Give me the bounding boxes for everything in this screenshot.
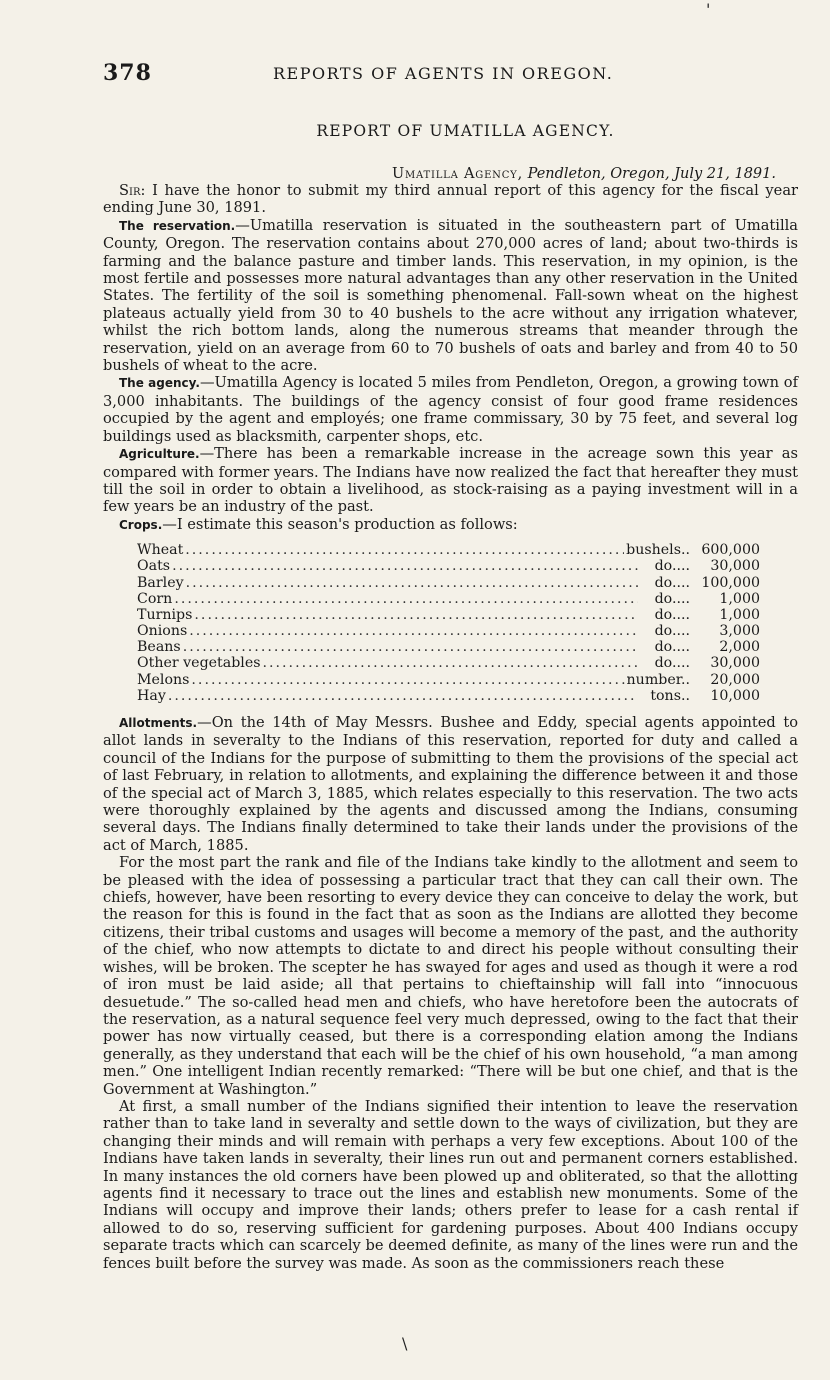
salutation-paragraph <box>103 182 798 217</box>
crop-unit: do.... <box>654 590 690 607</box>
crop-quantity: 1,000 <box>719 590 760 607</box>
crop-name: Turnips <box>137 606 193 623</box>
reservation-text: —Umatilla reservation is situated in the southeastern part of Umatilla County, Oregon. The reservation contains about 270,000 acres of land; about two-thirds is farming and the balance pasture and timber lands. This reservation, in my opinion, is the most fertile and possesses more natural advantages than any other reservation in the United States. The fertility of the soil is something phenomenal. Fall-sown wheat on the highest plateaus actually yield from 30 to 40 bushels to the acre without any irrigation whatever, whilst the rich bottom lands, along the numerous streams that meander through the reservation, yield on an average from 60 to 70 bushels of oats and barley and from 40 to 50 bushels of wheat to the acre. <box>103 216 798 375</box>
crop-unit: do.... <box>654 606 690 623</box>
report-title: REPORT OF UMATILLA AGENCY. <box>316 122 615 140</box>
crops-table <box>137 542 760 704</box>
crop-row <box>137 542 760 558</box>
crops-text: —I estimate this season's production as follows: <box>162 515 518 533</box>
crop-quantity: 100,000 <box>701 574 760 591</box>
dateline <box>103 166 798 182</box>
allotments-text: —On the 14th of May Messrs. Bushee and Eddy, special agents appointed to allot lands in severalty to the Indians of this reservation, reported for duty and called a council of the Indians for the purpose of submitting to them the provisions of the special act of last February, in relation to allotments, and explaining the difference between it and those of the special act of March 3, 1885, which relates especially to this reservation. The two acts were thoroughly explained by the agents and discussed among the Indians, consuming several days. The Indians finally determined to take their lands under the provisions of the act of March, 1885. <box>103 714 798 854</box>
crop-name: Barley <box>137 574 184 591</box>
crop-quantity: 600,000 <box>701 542 760 559</box>
crop-row <box>137 655 760 671</box>
reservation-heading: The reservation. <box>119 218 236 233</box>
salutation: Sir: <box>119 182 146 199</box>
at-first-paragraph: At first, a small number of the Indians signified their intention to leave the reservation rather than to take land in severalty and settle down to the ways of civilization, but they are changing their minds and will remain with perhaps a very few exceptions. About 100 of the Indians have taken lands in severalty, their lines run out and permanent corners established. In many instances the old corners have been plowed up and obliterated, so that the allotting agents find it necessary to trace out the lines and establish new monuments. Some of the Indians will occupy and improve their lands; others prefer to lease for a cash rental if allowed to do so, reserving sufficient for gardening purposes. About 400 Indians occupy separate tracts which can scarcely be deemed definite, as many of the lines were run and the fences built before the survey was made. As soon as the commissioners reach these <box>103 1097 798 1272</box>
crops-heading: Crops. <box>119 517 163 532</box>
page-number: 378 <box>103 60 152 86</box>
crop-name: Beans <box>137 639 181 656</box>
crop-unit: bushels.. <box>626 542 690 559</box>
running-head <box>103 60 798 94</box>
crop-quantity: 20,000 <box>710 671 760 688</box>
crops-paragraph <box>103 516 798 534</box>
agriculture-paragraph <box>103 445 798 516</box>
document-page <box>103 60 798 1272</box>
crop-quantity: 2,000 <box>719 639 760 656</box>
crop-name: Hay <box>137 687 166 704</box>
crop-row <box>137 575 760 591</box>
crop-name: Corn <box>137 590 173 607</box>
agriculture-text: —There has been a remarkable increase in the acreage sown this year as compared with former years. The Indians have now realized the fact that hereafter they must till the soil in order to obtain a livelihood, as stock-raising as a paying investment will in a few years be an industry of the past. <box>103 445 798 516</box>
crop-quantity: 30,000 <box>710 655 760 672</box>
scan-mark: \ <box>402 1334 408 1353</box>
crop-row <box>137 591 760 607</box>
crop-name: Onions <box>137 623 188 640</box>
salutation-text: I have the honor to submit my third annual report of this agency for the fiscal year ending June 30, 1891. <box>103 182 798 217</box>
dateline-place: Umatilla Agency, <box>391 166 523 182</box>
agriculture-heading: Agriculture. <box>119 447 200 462</box>
allotments-heading: Allotments. <box>119 716 198 730</box>
crop-unit: do.... <box>654 655 690 672</box>
rank-and-file-paragraph: For the most part the rank and file of the Indians take kindly to the allotment and seem to be pleased with the idea of possessing a particular tract that they can call their own. The chiefs, however, have been resorting to every device they can conceive to delay the work, but the reason for this is found in the fact that as soon as the Indians are allotted they become citizens, their tribal customs and usages will become a memory of the past, and the authority of the chief, who now attempts to dictate to and direct his people without consulting their wishes, will be broken. The scepter he has swayed for ages and used as though it were a rod of iron must be laid aside; all that pertains to chieftainship will fall into “innocuous desuetude.” The so-called head men and chiefs, who have heretofore been the autocrats of the reservation, as a natural sequence feel very much depressed, owing to the fact that their power has now virtually ceased, but there is a corresponding elation among the Indians generally, as they understand that each will be the chief of his own household, “a man among men.” One intelligent Indian recently remarked: “There will be but one chief, and that is the Government at Washington.” <box>103 854 798 1098</box>
agency-paragraph <box>103 374 798 445</box>
crop-unit: tons.. <box>650 687 690 704</box>
crop-row <box>137 623 760 639</box>
reservation-paragraph <box>103 217 798 375</box>
crop-row <box>137 607 760 623</box>
crop-unit: do.... <box>654 639 690 656</box>
crop-name: Wheat <box>137 542 184 559</box>
crop-row <box>137 672 760 688</box>
crop-name: Melons <box>137 671 190 688</box>
crop-unit: do.... <box>654 558 690 575</box>
crop-unit: do.... <box>654 574 690 591</box>
scan-mark: ' <box>706 0 711 19</box>
allotments-paragraph <box>103 714 798 854</box>
crop-row <box>137 639 760 655</box>
crop-name: Oats <box>137 558 171 575</box>
crop-row <box>137 558 760 574</box>
crop-quantity: 3,000 <box>719 623 760 640</box>
crop-quantity: 1,000 <box>719 606 760 623</box>
crop-unit: do.... <box>654 623 690 640</box>
crop-quantity: 30,000 <box>710 558 760 575</box>
crop-name: Other vegetables <box>137 655 261 672</box>
agency-heading: The agency. <box>119 376 200 391</box>
agency-text: —Umatilla Agency is located 5 miles from Pendleton, Oregon, a growing town of 3,000 inhabitants. The buildings of the agency consist of four good frame residences occupied by the agent and employés; one frame commissary, 30 by 75 feet, and several log buildings used as blacksmith, carpenter shops, etc. <box>103 374 798 445</box>
running-title: REPORTS OF AGENTS IN OREGON. <box>273 64 614 83</box>
crop-quantity: 10,000 <box>710 687 760 704</box>
crop-unit: number.. <box>626 671 690 688</box>
dateline-rest: Pendleton, Oregon, July 21, 1891. <box>523 166 776 182</box>
crop-row <box>137 688 760 704</box>
